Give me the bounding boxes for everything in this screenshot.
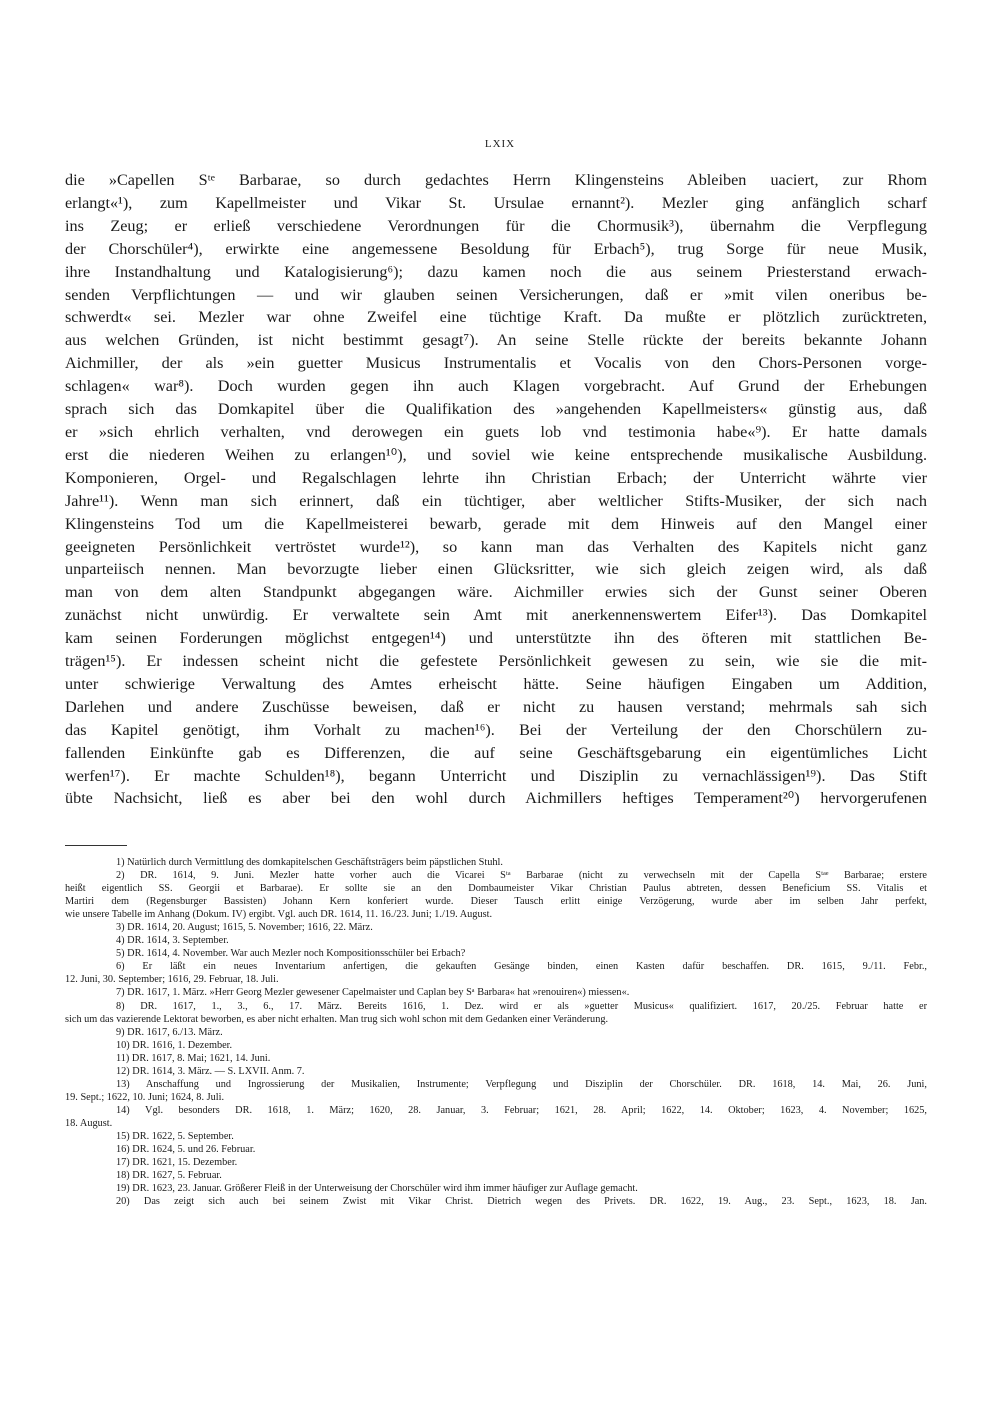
text-line: fallenden Einkünfte gab es Differenzen, die auf seine Geschäftsgebarung ein eigentümliches Licht <box>65 743 927 762</box>
footnote-line: 1) Natürlich durch Vermittlung des domkapitelschen Geschäftsträgers beim päpstlichen Stuhl. <box>116 857 503 868</box>
text-line: er »sich ehrlich verhalten, vnd derowegen ein guets lob vnd testimonia habe«⁹). Er hatte damals <box>65 422 927 441</box>
text-line: die »Capellen Sᵗᵉ Barbarae, so durch gedachtes Herrn Klingensteins Ableiben uaciert, zur Rhom <box>65 171 927 189</box>
text-line: unter schwierige Verwaltung des Amtes erheischt hätte. Seine häufigen Eingaben um Addition, <box>65 674 927 693</box>
footnote-line: 19. Sept.; 1622, 10. Juni; 1624, 8. Juli. <box>65 1091 225 1103</box>
text-line: zunächst nicht unwürdig. Er verwaltete sein Amt mit anerkennenswertem Eifer¹³). Das Domkapitel <box>65 606 927 625</box>
text-line: sprach sich das Domkapitel über die Qualifikation des »angehenden Kapellmeisters« günstig aus, daß <box>65 400 927 419</box>
footnote-line: 9) DR. 1617, 6./13. März. <box>116 1026 223 1038</box>
footnote-line: 2) DR. 1614, 9. Juni. Mezler hatte vorher auch die Vicarei Sᵗᵃ Barbarae (nicht zu verwechseln mit der Capella Sᵗᵃᵉ Barbarae; erstere <box>116 870 927 882</box>
footnote-line: 11) DR. 1617, 8. Mai; 1621, 14. Juni. <box>116 1052 271 1064</box>
text-line: Komponieren, Orgel- und Regalschlagen lehrte ihn Christian Erbach; der Unterricht währte vier <box>65 468 927 487</box>
text-line: werfen¹⁷). Er machte Schulden¹⁸), begann Unterricht und Disziplin zu vernachlässigen¹⁹). Das Stift <box>65 766 927 785</box>
text-line: ihre Instandhaltung und Katalogisierung⁶); dazu kamen noch die aus seinem Priesterstand erwach- <box>65 262 927 281</box>
footnote-line: 20) Das zeigt sich auch bei seinem Zwist mit Vikar Christ. Dietrich wegen des Privets. DR. 1622, 19. Aug., 23. Sept., 1623, 18. Jan. <box>116 1196 927 1208</box>
text-line: Darlehen und andere Zuschüsse beweisen, daß er nicht zu hausen verstand; mehrmals sah sich <box>65 697 927 716</box>
footnote-line: 4) DR. 1614, 3. September. <box>116 935 229 947</box>
text-line: Klingensteins Tod um die Kapellmeisterei bewarb, gerade mit dem Hinweis auf den Mangel einer <box>65 514 927 533</box>
text-line: kam seinen Forderungen möglichst entgegen¹⁴) und unterstützte ihn des öfteren mit stattlichen Be- <box>65 629 927 648</box>
text-line: man von dem alten Standpunkt abgegangen wäre. Aichmiller erwies sich der Gunst seiner Oberen <box>65 583 927 602</box>
footnote-line: 8) DR. 1617, 1., 3., 6., 17. März. Bereits 1616, 1. Dez. wird er als »guetter Musicus« qualifiziert. 1617, 20./25. Februar hatte er <box>116 1000 927 1012</box>
text-line: geeigneten Persönlichkeit vertröstet wurde¹²), so kann man das Verhalten des Kapitels nicht ganz <box>65 537 927 556</box>
main-text <box>65 169 927 810</box>
footnote-line: 3) DR. 1614, 20. August; 1615, 5. November; 1616, 22. März. <box>116 922 373 934</box>
text-line: Aichmiller, der als »ein guetter Musicus Instrumentalis et Vocalis von den Chors-Personen vorge- <box>65 354 927 373</box>
text-line: aus welchen Gründen, ist nicht bestimmt gesagt⁷). An seine Stelle rückte der bereits bekannte Johann <box>65 331 927 350</box>
footnote-line: 13) Anschaffung und Ingrossierung der Musikalien, Instrumente; Verpflegung und Disziplin der Chorschüler. DR. 1618, 14. Mai, 26. Juni, <box>116 1078 927 1090</box>
footnote-line: Martiri dem (Regensburger Bassisten) Johann Kern konferiert wurde. Dieser Tausch erlitt einige Verzögerung, wurde aber im selben Jahr perfekt, <box>65 896 927 908</box>
footnote-line: 14) Vgl. besonders DR. 1618, 1. März; 1620, 28. Januar, 3. Februar; 1621, 28. April; 1622, 14. Oktober; 1623, 4. November; 1625, <box>116 1104 927 1116</box>
footnote-line: 16) DR. 1624, 5. und 26. Februar. <box>116 1144 256 1156</box>
text-line: unparteiisch nennen. Man bevorzugte lieber einen Glücksritter, wie sich gleich zeigen wird, als daß <box>65 560 927 579</box>
footnote-line: 12) DR. 1614, 3. März. — S. LXVII. Anm. 7. <box>116 1065 305 1077</box>
text-line: übte Nachsicht, ließ es aber bei den wohl durch Aichmillers heftiges Temperament²⁰) hervorgerufenen <box>65 789 927 808</box>
text-line: ins Zeug; er erließ verschiedene Verordnungen für die Chormusik³), übernahm die Verpflegung <box>65 216 927 235</box>
text-line: erst die niederen Weihen zu erlangen¹⁰), und soviel wie keine entsprechende musikalische Ausbildung. <box>65 445 927 464</box>
footnote-line: heißt eigentlich SS. Georgii et Barbarae). Er sollte sie an den Dombaumeister Vikar Christian Paulus abtreten, dessen Beneficium SS. Vitalis et <box>65 883 927 895</box>
footnote-line: 17) DR. 1621, 15. Dezember. <box>116 1157 238 1169</box>
text-line: senden Verpflichtungen — und wir glauben seinen Versicherungen, daß er »mit vilen oneribus be- <box>65 285 927 304</box>
text-line: erlangt«¹), zum Kapellmeister und Vikar St. Ursulae ernannt²). Mezler ging anfänglich scharf <box>65 193 927 212</box>
footnote-line: 18. August. <box>65 1117 113 1129</box>
footnote-line: 12. Juni, 30. September; 1616, 29. Februar, 18. Juli. <box>65 974 279 986</box>
footnote-line: 7) DR. 1617, 1. März. »Herr Georg Mezler gewesener Capelmaister und Caplan bey Sᵃ Barbara« hat »renouiren«) miessen«. <box>116 987 630 999</box>
footnote-line: 6) Er läßt ein neues Inventarium anfertigen, die gekauften Gesänge binden, einen Kasten dafür beschaffen. DR. 1615, 9./11. Febr., <box>116 961 927 973</box>
footnotes <box>65 856 927 1208</box>
text-line: das Kapitel genötigt, ihm Vorhalt zu machen¹⁶). Bei der Verteilung der den Chorschülern zu- <box>65 720 927 739</box>
footnote-line: 5) DR. 1614, 4. November. War auch Mezler noch Kompositionsschüler bei Erbach? <box>116 948 466 960</box>
footnote-line: 18) DR. 1627, 5. Februar. <box>116 1170 222 1182</box>
page-number: LXIX <box>484 138 516 150</box>
text-line: der Chorschüler⁴), erwirkte eine angemessene Besoldung für Erbach⁵), trug Sorge für neue Musik, <box>65 239 927 258</box>
text-line: schwerdt« sei. Mezler war ohne Zweifel eine tüchtige Kraft. Da mußte er plötzlich zurücktreten, <box>65 308 927 327</box>
footnote-line: 19) DR. 1623, 23. Januar. Größerer Fleiß in der Unterweisung der Chorschüler wird ihm immer häufiger zur Auflage gemacht. <box>116 1183 638 1195</box>
footnote-line: 10) DR. 1616, 1. Dezember. <box>116 1039 233 1051</box>
text-line: trägen¹⁵). Er indessen scheint nicht die gefestete Persönlichkeit gewesen zu sein, wie sie die mit- <box>65 652 927 671</box>
text-line: Jahre¹¹). Wenn man sich erinnert, daß ein tüchtiger, aber weltlicher Stifts-Musiker, der sich nach <box>65 491 927 510</box>
footnote-line: sich um das vazierende Lektorat beworben, es aber nicht erhalten. Man trug sich wohl schon mit dem Gedanken einer Veränderung. <box>65 1013 609 1025</box>
footnote-line: wie unsere Tabelle im Anhang (Dokum. IV) ergibt. Vgl. auch DR. 1614, 11. 16./23. Juni; 1./19. August. <box>65 909 493 921</box>
text-line: schlagen« war⁸). Doch wurden gegen ihn auch Klagen vorgebracht. Auf Grund der Erhebungen <box>65 377 927 396</box>
footnote-separator <box>65 845 127 846</box>
footnote-line: 15) DR. 1622, 5. September. <box>116 1130 234 1142</box>
